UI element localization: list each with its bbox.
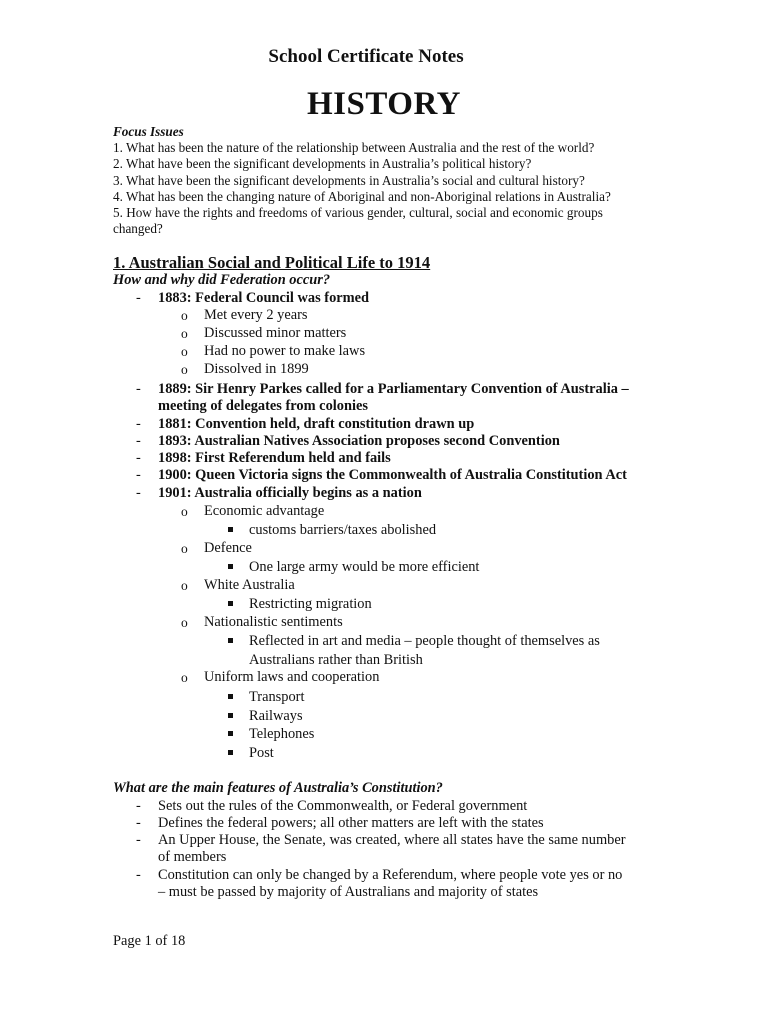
dash-marker: - — [136, 450, 141, 466]
reason-sub: One large army would be more efficient — [249, 559, 480, 575]
focus-issue-continued: changed? — [113, 221, 163, 237]
reason-sub: Transport — [249, 689, 305, 705]
circle-marker: o — [181, 578, 188, 593]
circle-marker: o — [181, 362, 188, 377]
focus-issue: 1. What has been the nature of the relationship between Australia and the rest of the world? — [113, 140, 595, 156]
constitution-point: An Upper House, the Senate, was created, where all states have the same number — [158, 832, 626, 848]
reason-sub: Reflected in art and media – people thought of themselves as — [249, 633, 600, 649]
constitution-point: Defines the federal powers; all other matters are left with the states — [158, 815, 544, 831]
constitution-point-continued: of members — [158, 849, 227, 865]
square-bullet-icon — [228, 564, 233, 569]
reason-uniform-laws: Uniform laws and cooperation — [204, 669, 380, 685]
focus-issues-label: Focus Issues — [113, 124, 184, 139]
document-title: School Certificate Notes — [268, 46, 464, 67]
dash-marker: - — [136, 485, 141, 501]
bullet-1901: 1901: Australia officially begins as a nation — [158, 485, 422, 501]
circle-marker: o — [181, 308, 188, 323]
dash-marker: - — [136, 832, 141, 848]
sub-bullet: Had no power to make laws — [204, 343, 366, 359]
circle-marker: o — [181, 670, 188, 685]
reason-sub: Railways — [249, 708, 303, 724]
constitution-point: Sets out the rules of the Commonwealth, or Federal government — [158, 798, 528, 814]
square-bullet-icon — [228, 713, 233, 718]
bullet-1889: 1889: Sir Henry Parkes called for a Parliamentary Convention of Australia – — [158, 381, 629, 397]
focus-issue: 3. What have been the significant developments in Australia’s social and cultural history? — [113, 172, 585, 188]
bullet-1883: 1883: Federal Council was formed — [158, 290, 370, 306]
dash-marker: - — [136, 416, 141, 432]
section-question: What are the main features of Australia’s Constitution? — [113, 780, 443, 796]
reason-sub: customs barriers/taxes abolished — [249, 522, 437, 538]
reason-economic: Economic advantage — [204, 503, 325, 519]
focus-issue: 5. How have the rights and freedoms of various gender, cultural, social and economic groups — [113, 205, 603, 221]
reason-sub-continued: Australians rather than British — [249, 652, 423, 668]
circle-marker: o — [181, 344, 188, 359]
circle-marker: o — [181, 541, 188, 556]
square-bullet-icon — [228, 527, 233, 532]
bullet-1881: 1881: Convention held, draft constitution drawn up — [158, 416, 475, 432]
page-number: Page 1 of 18 — [113, 933, 186, 949]
dash-marker: - — [136, 433, 141, 449]
reason-sub: Post — [249, 745, 274, 761]
reason-nationalistic: Nationalistic sentiments — [204, 614, 343, 630]
square-bullet-icon — [228, 601, 233, 606]
square-bullet-icon — [228, 694, 233, 699]
circle-marker: o — [181, 615, 188, 630]
dash-marker: - — [136, 798, 141, 814]
section-question: How and why did Federation occur? — [113, 272, 331, 288]
sub-bullet: Dissolved in 1899 — [204, 361, 309, 377]
reason-white-australia: White Australia — [204, 577, 295, 593]
dash-marker: - — [136, 381, 141, 397]
reason-defence: Defence — [204, 540, 252, 556]
focus-issue: 2. What have been the significant developments in Australia’s political history? — [113, 156, 532, 172]
reason-sub: Restricting migration — [249, 596, 372, 612]
square-bullet-icon — [228, 638, 233, 643]
sub-bullet: Met every 2 years — [204, 307, 308, 323]
circle-marker: o — [181, 504, 188, 519]
circle-marker: o — [181, 326, 188, 341]
dash-marker: - — [136, 467, 141, 483]
square-bullet-icon — [228, 731, 233, 736]
dash-marker: - — [136, 815, 141, 831]
bullet-1893: 1893: Australian Natives Association proposes second Convention — [158, 433, 560, 449]
square-bullet-icon — [228, 750, 233, 755]
dash-marker: - — [136, 867, 141, 883]
reason-sub: Telephones — [249, 726, 315, 742]
constitution-point: Constitution can only be changed by a Referendum, where people vote yes or no — [158, 867, 623, 883]
sub-bullet: Discussed minor matters — [204, 325, 347, 341]
subject-title: HISTORY — [307, 86, 461, 122]
bullet-1900: 1900: Queen Victoria signs the Commonwealth of Australia Constitution Act — [158, 467, 627, 483]
dash-marker: - — [136, 290, 141, 306]
focus-issue: 4. What has been the changing nature of Aboriginal and non-Aboriginal relations in Australia? — [113, 188, 611, 204]
constitution-point-continued: – must be passed by majority of Australians and majority of states — [158, 884, 539, 900]
bullet-1898: 1898: First Referendum held and fails — [158, 450, 391, 466]
focus-issues — [113, 124, 673, 237]
section-heading: 1. Australian Social and Political Life to 1914 — [113, 253, 431, 272]
bullet-1889-continued: meeting of delegates from colonies — [158, 398, 368, 414]
